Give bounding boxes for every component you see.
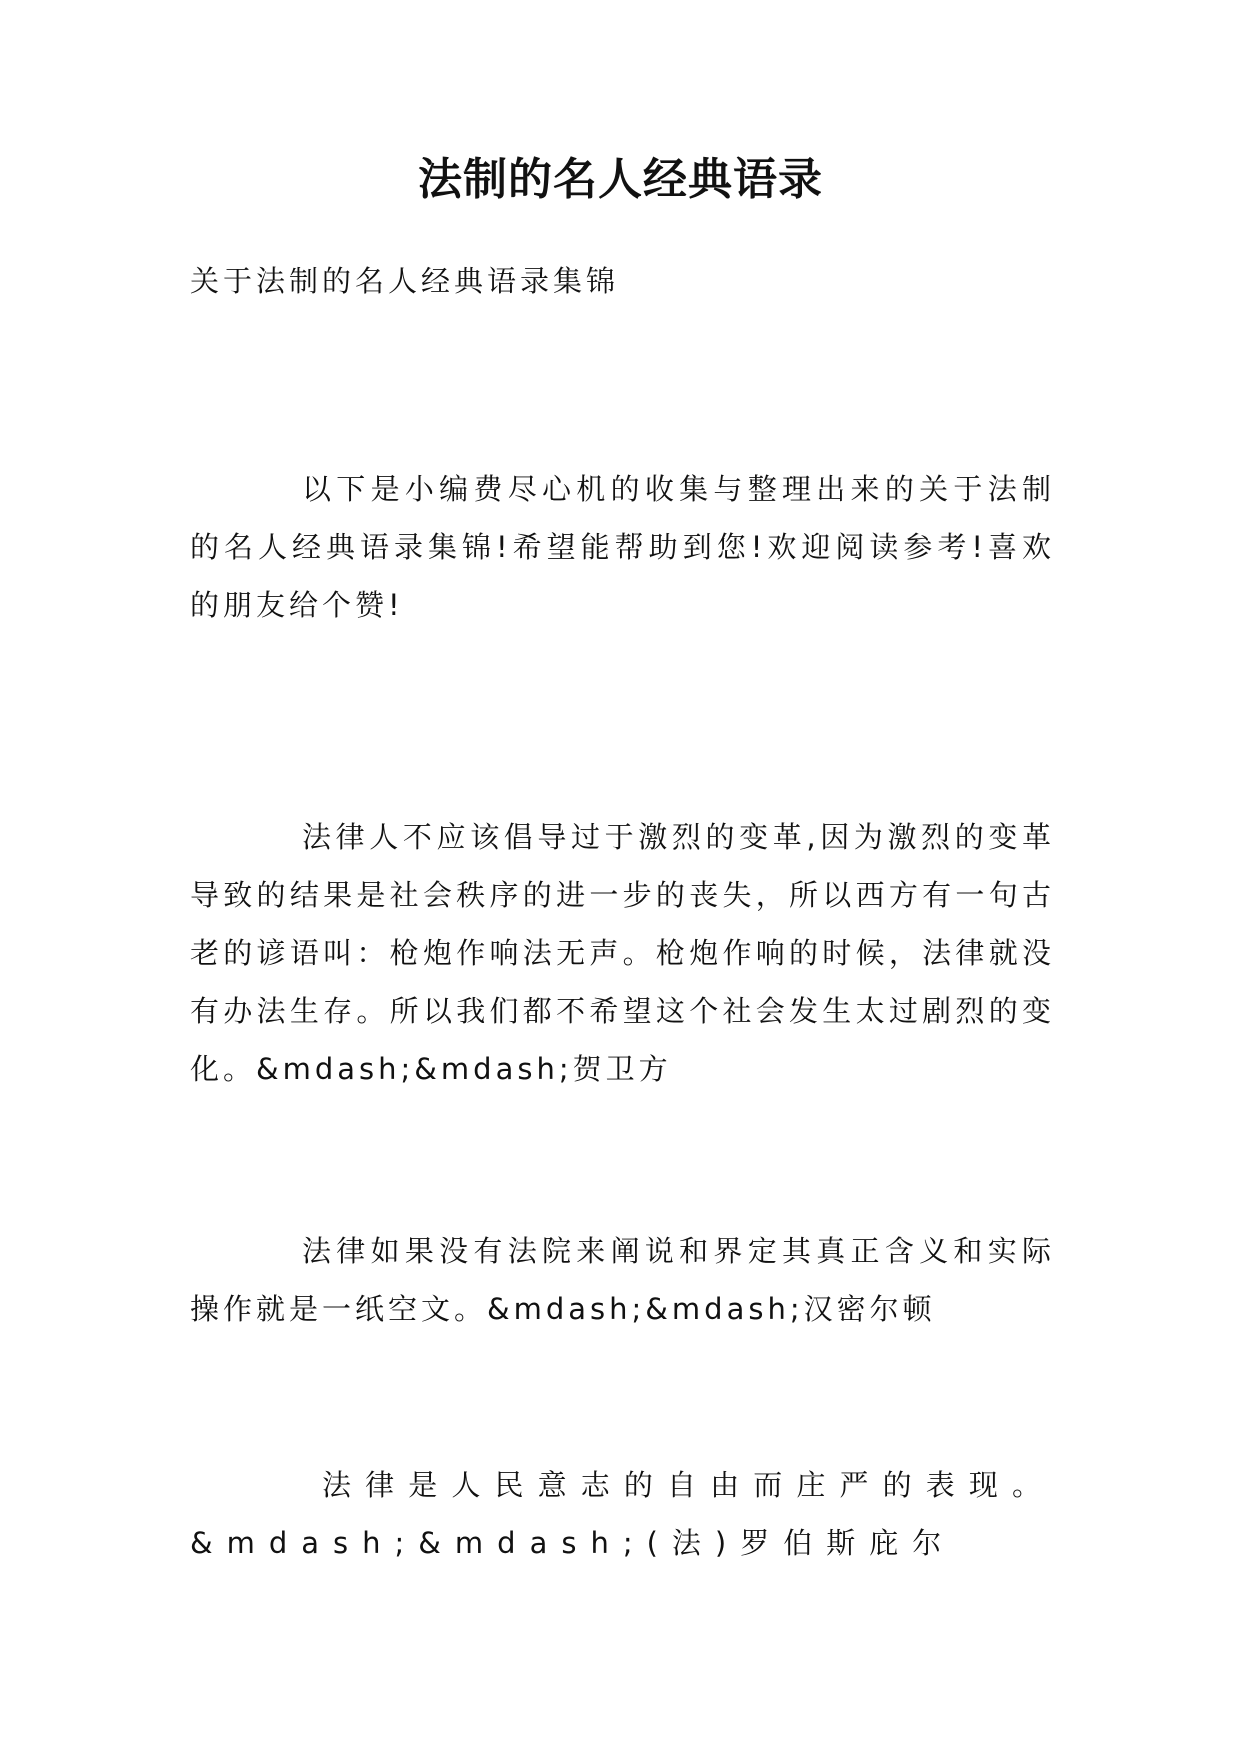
- paragraph-text: 法律人不应该倡导过于激烈的变革,因为激烈的变革导致的结果是社会秩序的进一步的丧失，所以西方有一句古老的谚语叫：枪炮作响法无声。枪炮作响的时候，法律就没有办法生存。所以我们都不希望这个社会发生太过剧烈的变化。&mdash;&mdash;贺卫方: [190, 820, 1055, 1086]
- intro-paragraph: [190, 460, 1055, 634]
- document-subtitle: [190, 252, 1055, 310]
- subtitle-text: 关于法制的名人经典语录集锦: [190, 264, 620, 298]
- paragraph-text: 以下是小编费尽心机的收集与整理出来的关于法制的名人经典语录集锦!希望能帮助到您!欢迎阅读参考!喜欢的朋友给个赞!: [190, 472, 1055, 622]
- document-title: 法制的名人经典语录: [418, 154, 823, 205]
- paragraph-text: 法律如果没有法院来阐说和界定其真正含义和实际操作就是一纸空文。&mdash;&mdash;汉密尔顿: [190, 1234, 1055, 1326]
- quote-paragraph-he-weifang: [190, 808, 1055, 1098]
- quote-paragraph-hamilton: [190, 1222, 1055, 1338]
- quote-paragraph-robespierre: [190, 1456, 1055, 1572]
- paragraph-text: 法律是人民意志的自由而庄严的表现。&mdash;&mdash;(法)罗伯斯庇尔: [190, 1468, 1055, 1560]
